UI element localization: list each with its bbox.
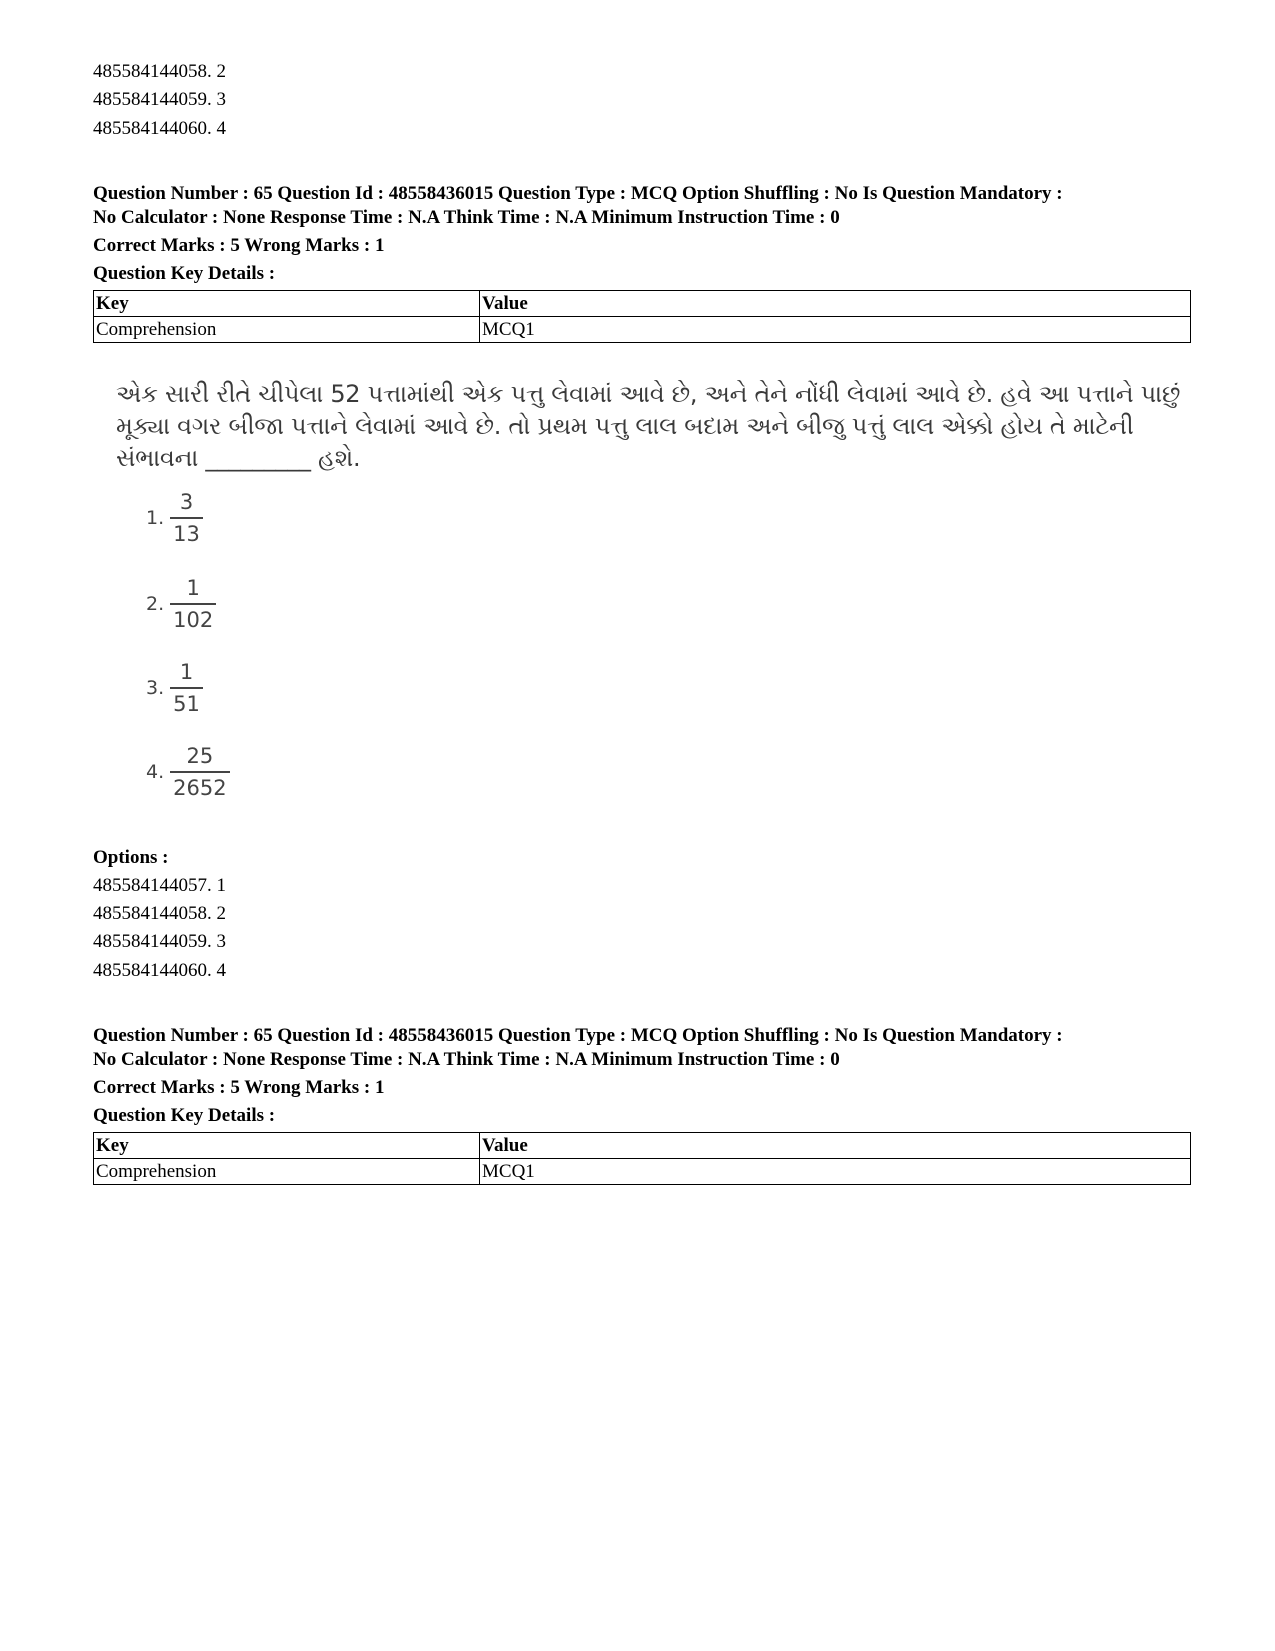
- marks-line: Correct Marks : 5 Wrong Marks : 1: [93, 235, 385, 256]
- option-line: 485584144058. 2: [93, 61, 226, 82]
- fraction-numerator: 3: [179, 490, 194, 514]
- table-header-row: [94, 291, 1191, 317]
- option-line: 485584144059. 3: [93, 931, 226, 952]
- option-line: 485584144060. 4: [93, 960, 226, 981]
- question-text-line2: મૂક્યા વગર બીજા પત્તાને લેવામાં આવે છે. તો પ્રથમ પત્તુ લાલ બદામ અને બીજુ પત્તું લાલ એક્કો હોય તે માટેની: [116, 412, 1134, 440]
- table-header-key: Key: [94, 1133, 480, 1159]
- table-header-key: Key: [94, 291, 480, 317]
- choice-number: 3.: [146, 677, 165, 699]
- fraction-numerator: 25: [186, 744, 214, 768]
- question-text-line1: એક સારી રીતે ચીપેલા 52 પત્તામાંથી એક પત્તુ લેવામાં આવે છે, અને તેને નોંધી લેવામાં આવે છે. હવે આ પત્તાને પાછું: [116, 380, 1181, 408]
- question-header-line1: Question Number : 65 Question Id : 48558436015 Question Type : MCQ Option Shuffling : No Is Question Mandatory :: [93, 1025, 1063, 1046]
- fraction-numerator: 1: [179, 660, 194, 684]
- fraction-numerator: 1: [186, 576, 200, 600]
- fraction-denominator: 13: [170, 517, 203, 546]
- option-line: 485584144058. 2: [93, 903, 226, 924]
- question-header-line2: No Calculator : None Response Time : N.A Think Time : N.A Minimum Instruction Time : 0: [93, 1049, 840, 1070]
- choice-4: [146, 744, 230, 800]
- option-line: 485584144060. 4: [93, 118, 226, 139]
- table-header-value: Value: [480, 1133, 1191, 1159]
- fraction-denominator: 51: [170, 687, 203, 716]
- key-details-label: Question Key Details :: [93, 263, 276, 284]
- question-text-line3: સંભાવના _________ હશે.: [116, 444, 361, 472]
- options-label: Options :: [93, 847, 169, 868]
- table-row: [94, 317, 1191, 343]
- key-details-label: Question Key Details :: [93, 1105, 276, 1126]
- table-cell-key: Comprehension: [94, 1159, 480, 1185]
- table-cell-value: MCQ1: [480, 1159, 1191, 1185]
- table-row: [94, 1159, 1191, 1185]
- choice-number: 4.: [146, 761, 165, 783]
- table-header-value: Value: [480, 291, 1191, 317]
- fraction: [170, 490, 203, 546]
- question-header-line1: Question Number : 65 Question Id : 48558436015 Question Type : MCQ Option Shuffling : No Is Question Mandatory :: [93, 183, 1063, 204]
- choice-number: 2.: [146, 593, 165, 615]
- fraction-denominator: 102: [170, 603, 216, 632]
- fraction: [170, 744, 229, 800]
- table-cell-value: MCQ1: [480, 317, 1191, 343]
- table-cell-key: Comprehension: [94, 317, 480, 343]
- table-header-row: [94, 1133, 1191, 1159]
- fraction: [170, 660, 203, 716]
- question-image: [110, 378, 1181, 838]
- choice-1: [146, 490, 203, 546]
- fraction: [170, 576, 216, 632]
- fraction-denominator: 2652: [170, 771, 229, 800]
- choice-3: [146, 660, 203, 716]
- key-details-table: [93, 290, 1191, 343]
- choice-number: 1.: [146, 507, 165, 529]
- choice-2: [146, 576, 216, 632]
- option-line: 485584144057. 1: [93, 875, 226, 896]
- key-details-table: [93, 1132, 1191, 1185]
- marks-line: Correct Marks : 5 Wrong Marks : 1: [93, 1077, 385, 1098]
- question-header-line2: No Calculator : None Response Time : N.A Think Time : N.A Minimum Instruction Time : 0: [93, 207, 840, 228]
- option-line: 485584144059. 3: [93, 89, 226, 110]
